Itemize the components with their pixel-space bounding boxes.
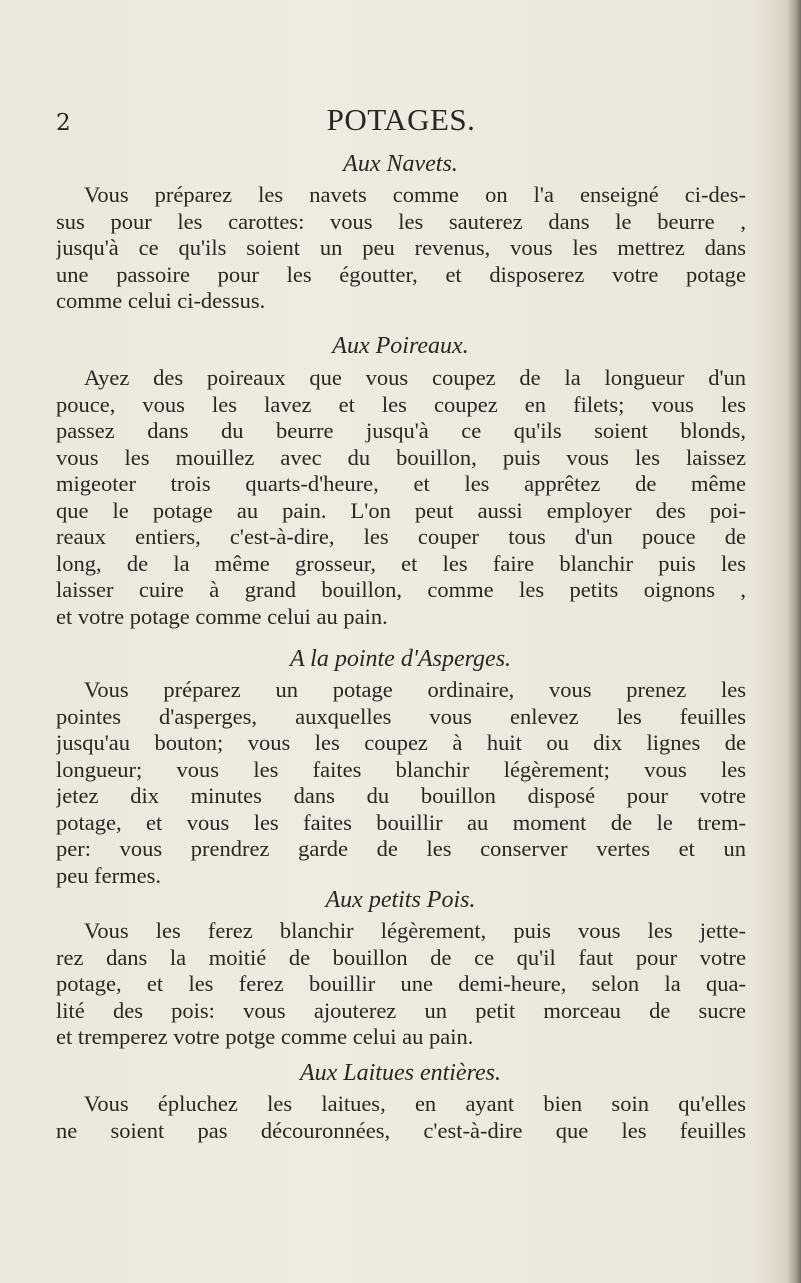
text-line: longueur; vous les faites blanchir légèrement; vous les xyxy=(56,756,746,782)
section-heading-petits-pois: Aux petits Pois. xyxy=(325,887,476,913)
text-line: jusqu'au bouton; vous les coupez à huit ou dix lignes de xyxy=(56,730,746,755)
running-title: POTAGES. xyxy=(326,102,476,137)
text-line: reaux entiers, c'est-à-dire, les couper tous d'un pouce de xyxy=(56,524,746,549)
text-line: que le potage au pain. L'on peut aussi employer des poi- xyxy=(56,497,746,523)
text-line: Vous préparez un potage ordinaire, vous prenez les xyxy=(84,677,746,702)
text-line: pouce, vous les lavez et les coupez en filets; vous les xyxy=(56,391,746,417)
paragraph-asperges xyxy=(56,677,746,889)
text-line: comme celui ci-dessus. xyxy=(56,288,266,313)
text-line: passez dans du beurre jusqu'à ce qu'ils soient blonds, xyxy=(56,418,746,443)
paragraph-poireaux xyxy=(56,365,746,630)
text-line: et votre potage comme celui au pain. xyxy=(56,603,388,629)
section-heading-asperges: A la pointe d'Asperges. xyxy=(289,646,512,672)
section-heading-poireaux: Aux Poireaux. xyxy=(332,333,469,359)
text-line: ne soient pas découronnées, c'est-à-dire que les feuilles xyxy=(56,1117,746,1143)
section-heading-laitues: Aux Laitues entières. xyxy=(299,1060,502,1086)
text-line: lité des pois: vous ajouterez un petit morceau de sucre xyxy=(56,997,746,1023)
page-edge-shadow xyxy=(787,0,801,1283)
paragraph-navets xyxy=(56,182,746,315)
text-line: pointes d'asperges, auxquelles vous enlevez les feuilles xyxy=(56,703,746,729)
text-line: Vous préparez les navets comme on l'a enseigné ci-des- xyxy=(84,182,746,207)
text-line: laisser cuire à grand bouillon, comme les petits oignons , xyxy=(56,577,746,602)
page-number: 2 xyxy=(56,110,71,136)
text-line: jusqu'à ce qu'ils soient un peu revenus, vous les mettrez dans xyxy=(56,235,746,260)
text-line: potage, et vous les faites bouillir au moment de le trem- xyxy=(56,809,746,835)
text-line: vous les mouillez avec du bouillon, puis vous les laissez xyxy=(56,444,746,470)
text-line: Vous épluchez les laitues, en ayant bien soin qu'elles xyxy=(84,1091,746,1116)
text-line: per: vous prendrez garde de les conserver vertes et un xyxy=(56,836,746,861)
text-line: jetez dix minutes dans du bouillon disposé pour votre xyxy=(56,783,746,808)
text-line: rez dans la moitié de bouillon de ce qu'il faut pour votre xyxy=(56,944,746,970)
text-line: sus pour les carottes: vous les sauterez dans le beurre , xyxy=(56,208,746,234)
text-line: Vous les ferez blanchir légèrement, puis vous les jette- xyxy=(84,918,746,943)
text-line: et tremperez votre potge comme celui au pain. xyxy=(56,1024,474,1049)
text-line: migeoter trois quarts-d'heure, et les apprêtez de même xyxy=(56,471,746,496)
text-line: potage, et les ferez bouillir une demi-heure, selon la qua- xyxy=(56,971,746,996)
text-line: peu fermes. xyxy=(56,862,161,888)
section-heading-navets: Aux Navets. xyxy=(343,151,458,177)
paragraph-laitues xyxy=(56,1091,746,1144)
text-line: long, de la même grosseur, et les faire blanchir puis les xyxy=(56,550,746,576)
text-line: Ayez des poireaux que vous coupez de la longueur d'un xyxy=(84,365,746,390)
paragraph-petits-pois xyxy=(56,918,746,1051)
text-line: une passoire pour les égoutter, et disposerez votre potage xyxy=(56,261,746,287)
page-header xyxy=(56,102,746,142)
